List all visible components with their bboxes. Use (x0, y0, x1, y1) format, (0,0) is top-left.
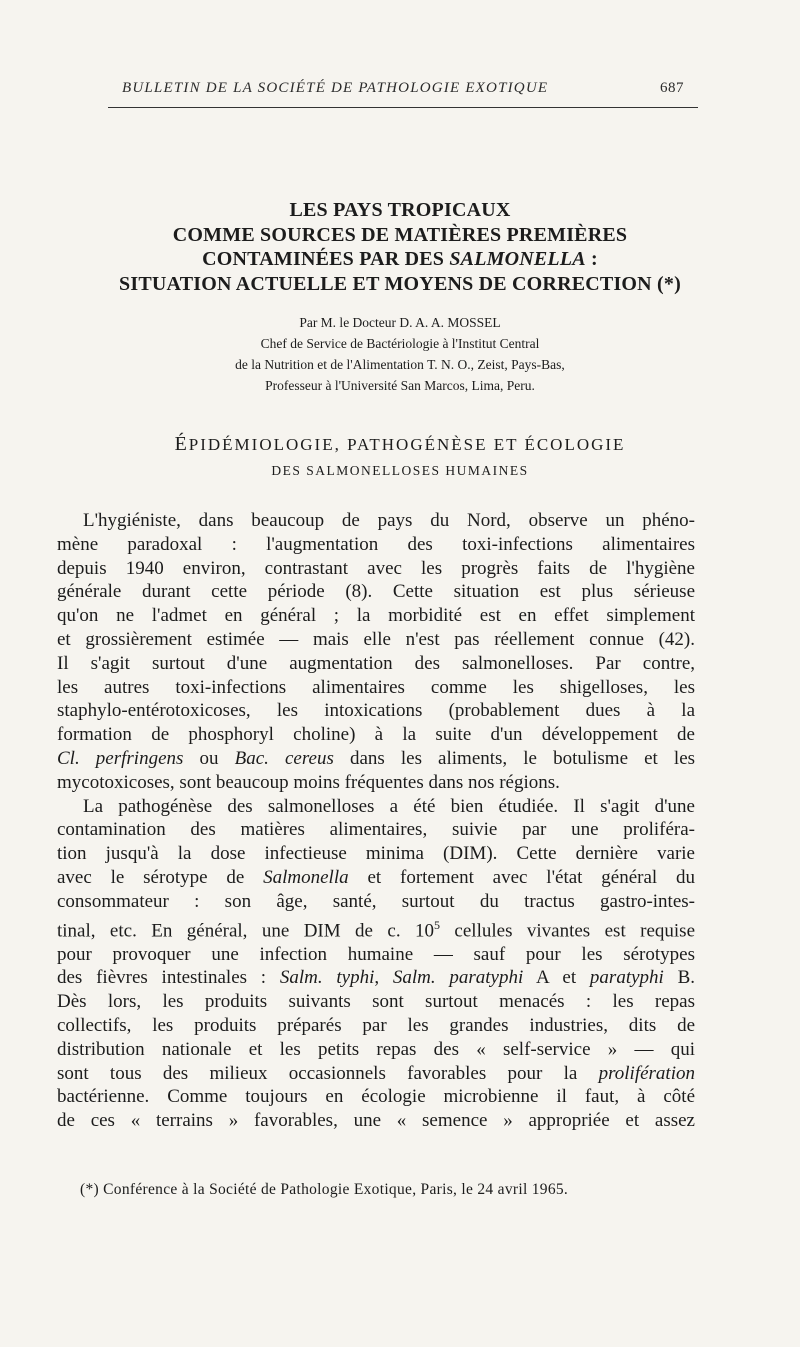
p2-line-13: bactérienne. Comme toujours en écologie microbienne il faut, à côté (57, 1086, 695, 1108)
p2-line-12-a: sont tous des milieux occasionnels favorables pour la (57, 1062, 599, 1084)
p2-line-8 (57, 966, 695, 990)
p2-line-3: tion jusqu'à la dose infectieuse minima (DIM). Cette dernière varie (57, 843, 695, 865)
title-line-1: LES PAYS TROPICAUX (289, 199, 511, 221)
p1-line-7: Il s'agit surtout d'une augmentation des salmonelloses. Par contre, (57, 652, 695, 674)
p1-line-1: L'hygiéniste, dans beaucoup de pays du Nord, observe un phéno- (83, 510, 695, 531)
p1-line-4: générale durant cette période (8). Cette situation est plus sérieuse (57, 581, 695, 603)
p1-line-11-rest: dans les aliments, le botulisme et les (333, 747, 696, 769)
p1-line-9: staphylo-entérotoxicoses, les intoxications (probablement dues à la (57, 700, 695, 722)
proliferation-term: prolifération (598, 1062, 695, 1084)
p1-line-12: mycotoxicoses, sont beaucoup moins fréquentes dans nos régions. (57, 771, 560, 793)
salmonella-term: Salmonella (263, 866, 349, 888)
p2-line-7: pour provoquer une infection humaine — sauf pour les sérotypes (57, 943, 695, 965)
p2-line-8-d: A et (523, 967, 590, 989)
p2-line-1: La pathogénèse des salmonelloses a été bien étudiée. Il s'agit d'une (83, 795, 695, 817)
author-affiliation-1: Chef de Service de Bactériologie à l'Institut Central (260, 336, 540, 351)
section-initial: É (174, 433, 189, 455)
p2-line-4-b: et fortement avec l'état général du (348, 866, 695, 888)
p2-line-8-a: des fièvres intestinales : (57, 967, 280, 989)
p2-line-4 (57, 866, 695, 890)
title-salmonella: SALMONELLA (449, 248, 586, 270)
p1-line-10: formation de phosphoryl choline) à la suite d'un développement de (57, 724, 695, 746)
p2-line-6 (57, 914, 695, 943)
page-number: 687 (660, 80, 684, 96)
body-text (57, 509, 695, 1133)
section-heading-line-2: DES SALMONELLOSES HUMAINES (271, 463, 529, 478)
p2-line-9: Dès lors, les produits suivants sont surtout menacés : les repas (57, 991, 695, 1013)
author-name: Par M. le Docteur D. A. A. MOSSEL (299, 315, 501, 330)
bac-cereus: Bac. cereus (234, 747, 334, 769)
section-heading-line-1 (60, 433, 740, 456)
p2-line-14: de ces « terrains » favorables, une « semence » appropriée et assez (57, 1110, 695, 1132)
p1-line-2: mène paradoxal : l'augmentation des toxi-infections alimentaires (57, 533, 695, 555)
salm-paratyphi: Salm. paratyphi (392, 967, 524, 989)
salm-typhi: Salm. typhi (279, 967, 375, 989)
p2-line-6-a: tinal, etc. En général, une DIM de c. 10 (57, 919, 435, 941)
cl-perfringens: Cl. perfringens (57, 747, 184, 769)
p1-line-5: qu'on ne l'admet en général ; la morbidité est en effet simplement (57, 605, 695, 627)
title-line-3 (40, 247, 760, 272)
p2-line-6-b: cellules vivantes est requise (440, 919, 696, 941)
section-heading (60, 433, 740, 480)
p2-line-8-c: , (374, 967, 393, 989)
p2-line-2: contamination des matières alimentaires, suivie par une proliféra- (57, 819, 695, 841)
p2-line-11: distribution nationale et les petits repas des « self-service » — qui (57, 1038, 695, 1060)
header-rule (108, 107, 698, 108)
author-info (60, 312, 740, 396)
p1-line-6: et grossièrement estimée — mais elle n'est pas réellement connue (42). (57, 628, 695, 650)
p2-line-4-a: avec le sérotype de (57, 866, 264, 888)
author-affiliation-3: Professeur à l'Université San Marcos, Lima, Peru. (265, 378, 535, 393)
author-affiliation-2: de la Nutrition et de l'Alimentation T. N. O., Zeist, Pays-Bas, (235, 357, 565, 372)
footnote: (*) Conférence à la Société de Pathologie Exotique, Paris, le 24 avril 1965. (80, 1181, 569, 1198)
title-line-4: SITUATION ACTUELLE ET MOYENS DE CORRECTION (*) (119, 272, 681, 295)
p2-line-12 (57, 1062, 695, 1086)
p2-line-10: collectifs, les produits préparés par les grandes industries, dits de (57, 1015, 695, 1037)
title-line-3-prefix: CONTAMINÉES PAR DES (202, 248, 450, 270)
section-heading-rest: PIDÉMIOLOGIE, PATHOGÉNÈSE ET ÉCOLOGIE (188, 435, 626, 454)
p1-line-11 (57, 747, 695, 771)
p2-line-5: consommateur : son âge, santé, surtout du tractus gastro-intes- (57, 890, 695, 912)
exponent: 5 (434, 917, 441, 932)
title-line-2: COMME SOURCES DE MATIÈRES PREMIÈRES (172, 223, 628, 246)
p1-line-8: les autres toxi-infections alimentaires comme les shigelloses, les (57, 676, 695, 698)
article-title (40, 198, 760, 296)
p2-line-8-e: B. (663, 967, 695, 989)
journal-title: BULLETIN DE LA SOCIÉTÉ DE PATHOLOGIE EXOTIQUE (122, 80, 549, 96)
title-line-3-suffix: : (585, 248, 598, 270)
p1-line-3: depuis 1940 environ, contrastant avec les progrès faits de l'hygiène (57, 557, 695, 579)
paratyphi: paratyphi (589, 967, 664, 989)
p1-line-11-mid: ou (183, 747, 235, 769)
